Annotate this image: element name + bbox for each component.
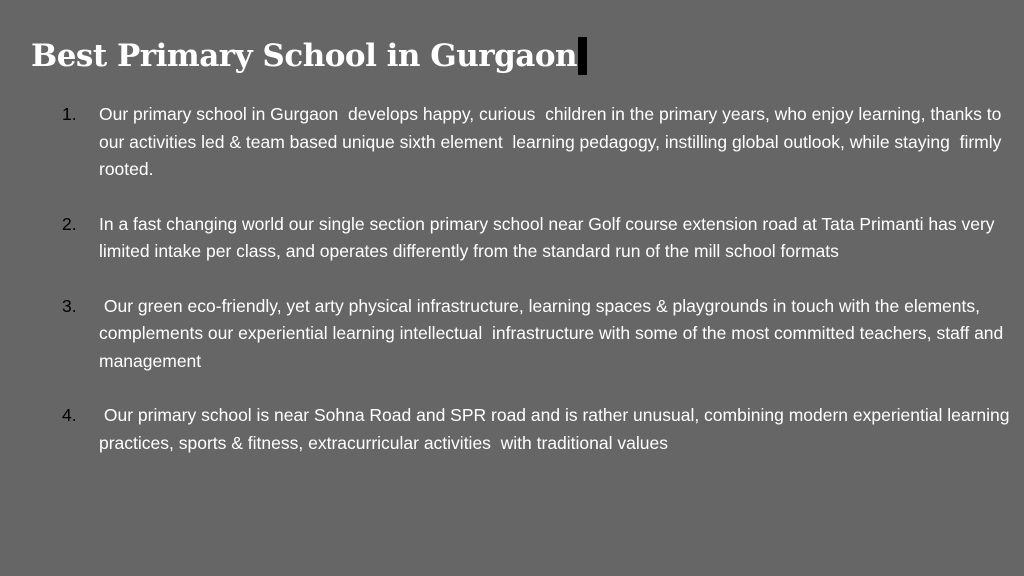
list-item-number: 1. bbox=[62, 104, 77, 124]
list-item-number: 3. bbox=[62, 295, 77, 316]
list-item-text: Our primary school is near Sohna Road and SPR road and is rather unusual, combining modern experiential learning practices, sports & fitness, extracurricular activities with traditional values bbox=[99, 405, 1015, 453]
numbered-list bbox=[0, 101, 1024, 484]
list-item-number: 4. bbox=[62, 405, 77, 425]
list-item bbox=[0, 402, 1024, 457]
list-item-text: Our primary school in Gurgaon develops happy, curious children in the primary years, who enjoy learning, thanks to our activities led & team based unique sixth element learning pedagogy, instilling global outlook, while staying firmly rooted. bbox=[99, 104, 1012, 179]
list-item-text: Our green eco-friendly, yet arty physical infrastructure, learning spaces & playgrounds in touch with the elements, complements our experiential learning intellectual infrastructure with some of the most committed teachers, staff and management bbox=[99, 295, 1009, 371]
list-item bbox=[0, 211, 1024, 266]
text-cursor bbox=[578, 37, 587, 75]
list-item-text: In a fast changing world our single section primary school near Golf course extension road at Tata Primanti has very limited intake per class, and operates differently from the standard run of the mill school formats bbox=[99, 213, 1000, 261]
slide-title-text: Best Primary School in Gurgaon bbox=[31, 38, 578, 74]
list-item bbox=[0, 101, 1024, 184]
list-item bbox=[0, 293, 1024, 376]
slide-title bbox=[31, 34, 587, 78]
list-item-number: 2. bbox=[62, 213, 77, 234]
